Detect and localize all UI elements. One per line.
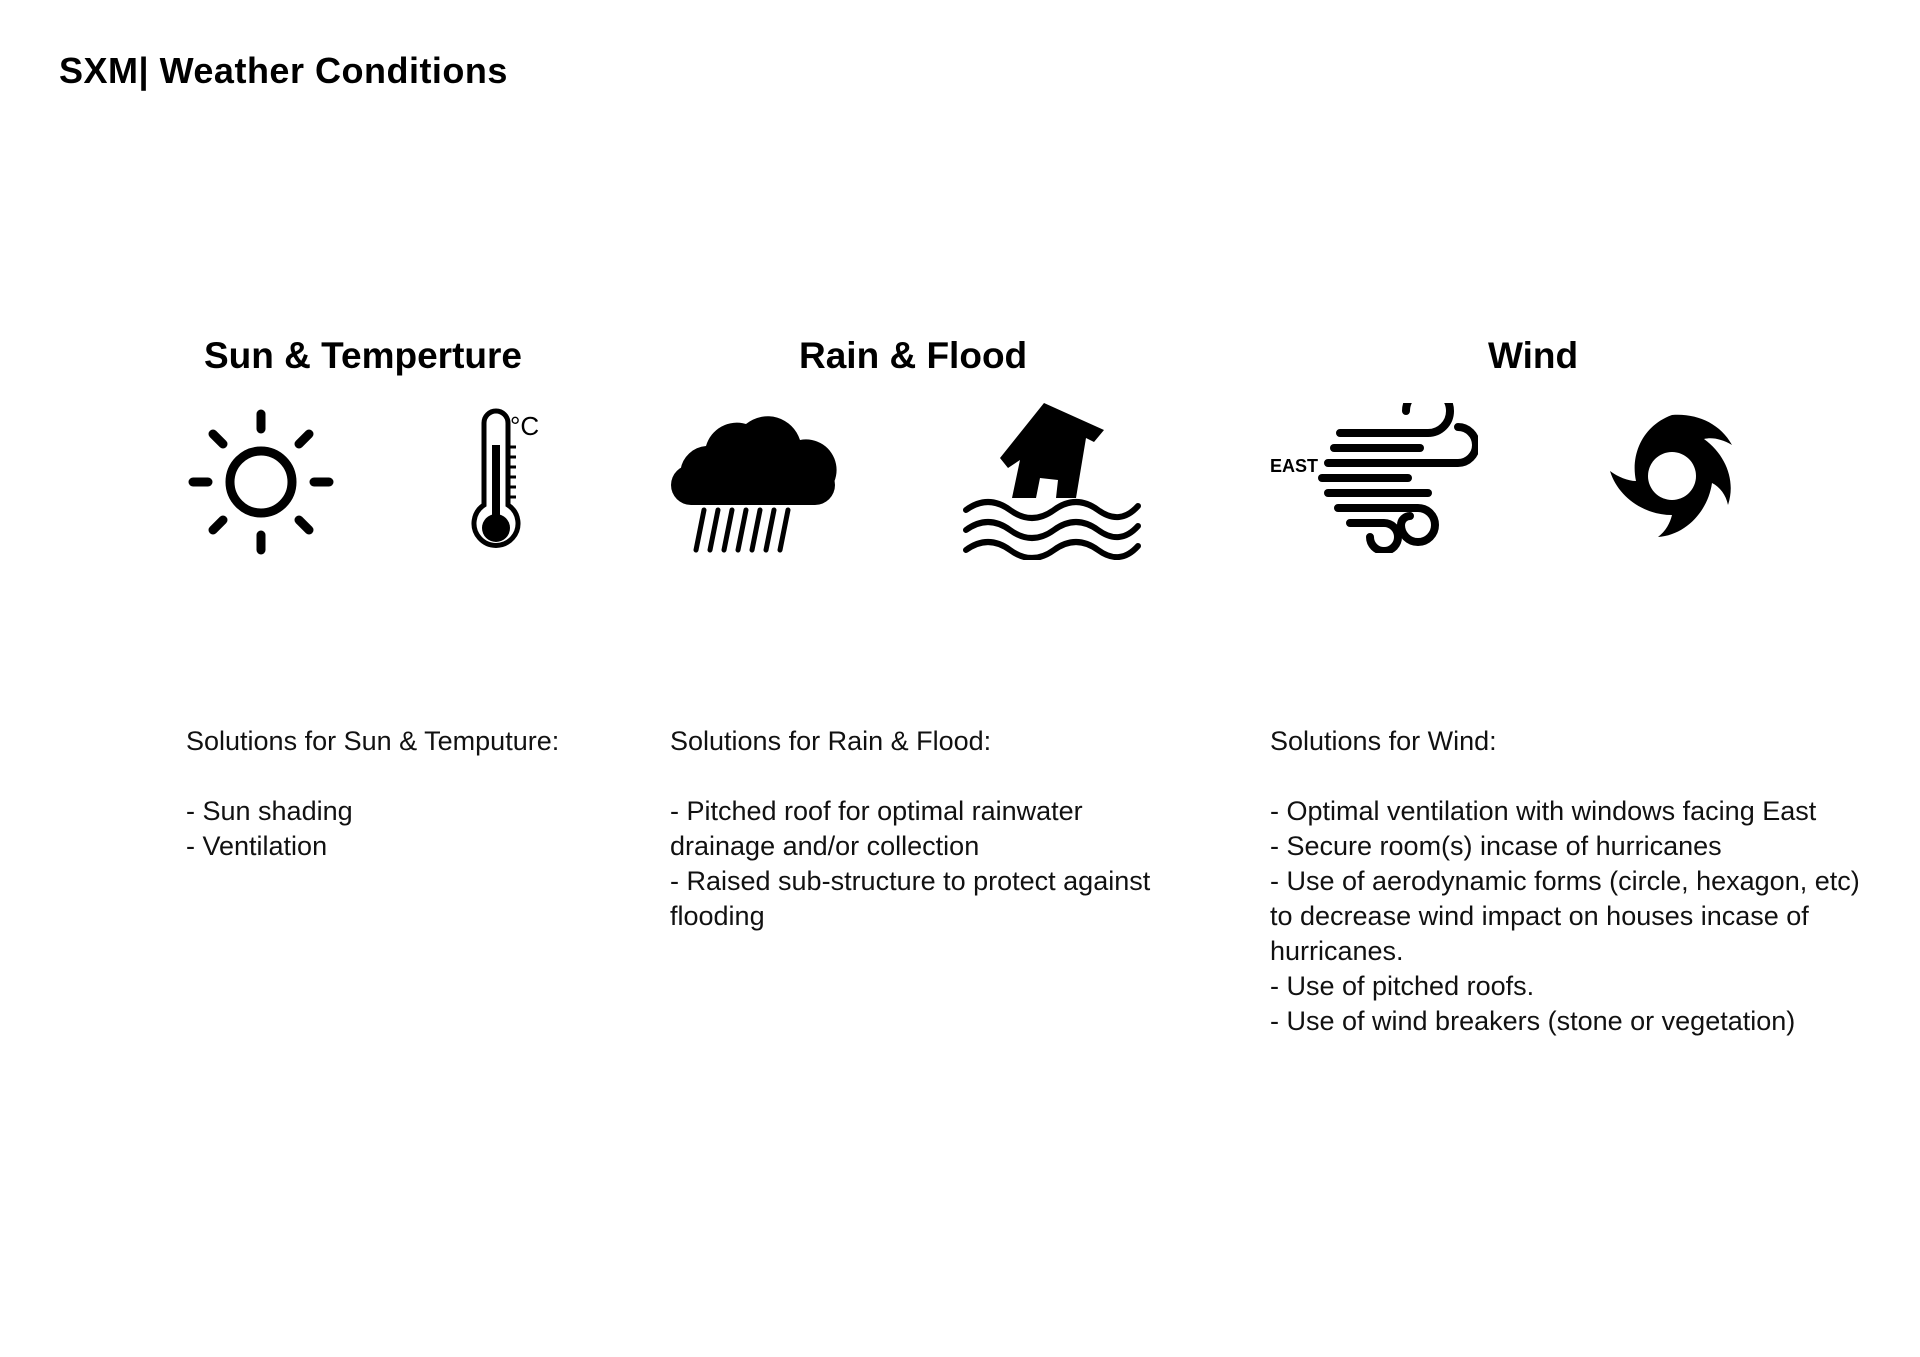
solutions-title: Solutions for Wind: — [1270, 726, 1497, 756]
hurricane-icon — [1600, 405, 1745, 550]
solution-item: - Raised sub-structure to protect against flooding — [670, 866, 1151, 931]
solution-item: - Use of pitched roofs. — [1270, 971, 1535, 1001]
solution-item: - Use of aerodynamic forms (circle, hexagon, etc) to decrease wind impact on houses incase of hurricanes. — [1270, 866, 1860, 966]
solutions-title: Solutions for Rain & Flood: — [670, 726, 992, 756]
solutions-sun-temperature — [186, 724, 606, 864]
section-heading-rain-flood: Rain & Flood — [799, 335, 1028, 376]
page-title: SXM| Weather Conditions — [59, 50, 508, 91]
thermometer-unit-label: °C — [510, 411, 540, 441]
rain-cloud-icon — [668, 405, 838, 557]
solution-item: - Ventilation — [186, 831, 328, 861]
section-heading-wind: Wind — [1488, 335, 1579, 376]
solution-item: - Use of wind breakers (stone or vegetation) — [1270, 1006, 1796, 1036]
solutions-list — [1270, 794, 1870, 1039]
solutions-wind — [1270, 724, 1870, 1039]
flooded-house-icon — [962, 400, 1142, 560]
solutions-list — [186, 794, 606, 864]
wind-direction-label: EAST — [1270, 456, 1319, 476]
section-heading-sun-temperature: Sun & Temperture — [204, 335, 522, 376]
wind-icon — [1268, 403, 1478, 553]
solution-item: - Pitched roof for optimal rainwater drainage and/or collection — [670, 796, 1083, 861]
solutions-title: Solutions for Sun & Temputure: — [186, 726, 560, 756]
solution-item: - Sun shading — [186, 796, 353, 826]
solutions-list — [670, 794, 1190, 934]
solutions-rain-flood — [670, 724, 1190, 934]
sun-icon — [186, 407, 336, 557]
thermometer-icon — [462, 405, 542, 557]
solution-item: - Secure room(s) incase of hurricanes — [1270, 831, 1722, 861]
solution-item: - Optimal ventilation with windows facing East — [1270, 796, 1817, 826]
